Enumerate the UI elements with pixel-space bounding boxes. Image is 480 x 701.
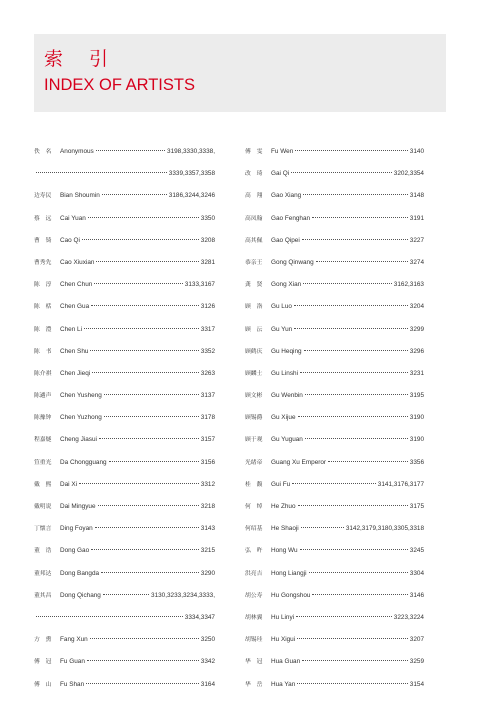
dot-leader — [300, 549, 408, 550]
dot-leader — [305, 394, 408, 395]
index-entry — [245, 168, 424, 190]
artist-name-chinese: 陈介祺 — [34, 370, 52, 377]
page-numbers: 3304 — [409, 569, 424, 577]
dot-leader — [103, 594, 149, 595]
page-numbers: 3157 — [200, 436, 215, 444]
page-numbers: 3208 — [200, 236, 215, 244]
index-entry — [245, 501, 424, 523]
index-title-english: INDEX OF ARTISTS — [44, 76, 195, 94]
page-numbers: 3215 — [200, 547, 215, 555]
artist-name-chinese: 华 岳 — [245, 681, 263, 688]
artist-name-english: Chen Yusheng — [60, 392, 102, 400]
index-entry — [34, 679, 215, 701]
page-numbers: 3231 — [409, 369, 424, 377]
dot-leader — [328, 461, 408, 462]
index-entry — [34, 656, 215, 678]
index-entry — [34, 568, 215, 590]
index-entry — [245, 235, 424, 257]
artist-name-english: Chen Chun — [60, 281, 93, 289]
artist-name-english: Da Chongguang — [60, 458, 107, 466]
artist-name-chinese: 高其佩 — [245, 237, 263, 244]
artist-name-chinese: 陈 淳 — [34, 282, 52, 289]
page-numbers: 3245 — [409, 547, 424, 555]
page-numbers: 3143 — [200, 525, 215, 533]
dot-leader — [86, 683, 199, 684]
artist-name-english: Gao Fenghan — [271, 214, 311, 222]
artist-name-chinese: 戴 熙 — [34, 481, 52, 488]
dot-leader — [294, 305, 408, 306]
page-numbers: 3290 — [200, 569, 215, 577]
artist-name-english: Gai Qi — [271, 170, 290, 178]
page-numbers: 3350 — [200, 214, 215, 222]
artist-name-chinese: 洪亮吉 — [245, 570, 263, 577]
artist-name-chinese: 顾文彬 — [245, 393, 263, 400]
index-entry — [245, 434, 424, 456]
index-entry — [34, 324, 215, 346]
dot-leader — [82, 239, 199, 240]
index-entry — [34, 634, 215, 656]
artist-name-chinese: 桂 馥 — [245, 481, 263, 488]
page-numbers: 3339,3357,3358 — [168, 170, 215, 178]
dot-leader — [92, 372, 199, 373]
artist-name-english: Fang Xun — [60, 636, 88, 644]
artist-name-english: Dai Mingyue — [60, 503, 96, 510]
artist-name-chinese: 顾 沄 — [245, 326, 263, 333]
page-numbers: 3130,3233,3234,3333, — [151, 591, 215, 599]
artist-name-chinese: 董其昌 — [34, 592, 52, 599]
page-numbers: 3156 — [200, 458, 215, 466]
artist-name-english: Bian Shoumin — [60, 192, 100, 200]
page-numbers: 3146 — [409, 591, 424, 599]
index-entry — [245, 390, 424, 412]
page-numbers: 3148 — [409, 192, 424, 200]
artist-name-chinese: 龚 贤 — [245, 282, 263, 289]
artist-name-english: Gu Linshi — [271, 369, 298, 377]
artist-name-chinese: 佚 名 — [34, 149, 52, 155]
artist-name-chinese: 胡公寿 — [245, 592, 263, 599]
dot-leader — [87, 660, 199, 661]
artist-name-english: Anonymous — [60, 148, 94, 155]
artist-name-chinese: 陈 澧 — [34, 326, 52, 333]
artist-name-english: Gong Xian — [271, 281, 302, 289]
page-numbers: 3137 — [200, 392, 215, 400]
index-entry — [245, 545, 424, 567]
page-numbers: 3223,3224 — [393, 613, 424, 621]
index-entry — [34, 257, 215, 279]
index-entry — [245, 634, 424, 656]
dot-leader — [99, 438, 199, 439]
page-numbers: 3312 — [200, 480, 215, 488]
page-numbers: 3178 — [200, 414, 215, 422]
page-numbers: 3334,3347 — [184, 613, 215, 621]
index-entry — [34, 346, 215, 368]
page-numbers: 3190 — [409, 436, 424, 444]
page-numbers: 3259 — [409, 658, 424, 666]
dot-leader — [90, 350, 198, 351]
artist-name-chinese: 戴明说 — [34, 504, 52, 510]
index-entry — [34, 434, 215, 456]
artist-name-chinese: 弘 旿 — [245, 548, 263, 555]
page-numbers: 3133,3167 — [184, 281, 215, 289]
artist-name-chinese: 陈豫钟 — [34, 415, 52, 422]
dot-leader — [291, 172, 392, 173]
index-title-chinese: 索 引 — [44, 48, 119, 70]
index-entry — [245, 279, 424, 301]
dot-leader — [79, 483, 199, 484]
artist-name-chinese: 傅 山 — [34, 681, 52, 688]
dot-leader — [102, 194, 167, 195]
index-column-left — [34, 146, 215, 701]
artist-name-english: He Zhuo — [271, 503, 296, 510]
page-numbers: 3164 — [200, 680, 215, 688]
artist-name-chinese: 顾于观 — [245, 437, 263, 444]
index-entry — [245, 301, 424, 323]
index-entry — [245, 479, 424, 501]
artist-name-chinese: 高凤翰 — [245, 215, 263, 222]
artist-name-english: Chen Yuzhong — [60, 414, 102, 422]
artist-name-chinese: 顾麟士 — [245, 370, 263, 377]
dot-leader — [303, 194, 408, 195]
artist-name-english: Fu Guan — [60, 658, 85, 666]
artist-name-english: Hu Gongshou — [271, 591, 311, 599]
index-entry — [34, 545, 215, 567]
dot-leader — [305, 438, 408, 439]
dot-leader — [298, 416, 408, 417]
dot-leader — [316, 261, 408, 262]
page-numbers: 3296 — [409, 347, 424, 355]
dot-leader — [312, 217, 408, 218]
artist-name-english: Chen Li — [60, 325, 83, 333]
artist-name-english: Fu Wen — [271, 148, 294, 155]
page-numbers: 3227 — [409, 236, 424, 244]
dot-leader — [302, 660, 408, 661]
index-entry — [34, 457, 215, 479]
artist-name-chinese: 蔡 远 — [34, 215, 52, 222]
artist-name-chinese: 董 诰 — [34, 548, 52, 555]
artist-name-english: Cao Qi — [60, 236, 80, 244]
artist-name-english: He Shaoji — [271, 525, 299, 533]
dot-leader — [109, 461, 199, 462]
page-numbers: 3198,3330,3338, — [167, 148, 215, 155]
index-entry — [245, 190, 424, 212]
page-numbers: 3356 — [409, 458, 424, 466]
index-header — [34, 34, 446, 112]
page-numbers: 3175 — [409, 503, 424, 510]
dot-leader — [298, 505, 408, 506]
artist-name-english: Gu Wenbin — [271, 392, 303, 400]
page-numbers: 3281 — [200, 258, 215, 266]
artist-name-chinese: 高 翔 — [245, 193, 263, 200]
index-entry — [245, 590, 424, 612]
artist-name-chinese: 丁懐言 — [34, 526, 52, 533]
dot-leader — [101, 572, 199, 573]
artist-name-english: Dong Bangda — [60, 569, 100, 577]
page-numbers: 3191 — [409, 214, 424, 222]
artist-name-chinese: 方 熏 — [34, 637, 52, 644]
artist-name-chinese: 董邦达 — [34, 570, 52, 577]
page-numbers: 3218 — [200, 503, 215, 510]
page-numbers: 3142,3179,3180,3305,3318 — [345, 525, 424, 533]
artist-name-english: Hu Linyi — [271, 613, 295, 621]
dot-leader — [292, 483, 376, 484]
artist-name-english: Hu Xigui — [271, 636, 296, 644]
artist-name-english: Cao Xiuxian — [60, 258, 95, 266]
artist-name-chinese: 何 绰 — [245, 504, 263, 510]
artist-name-english: Hong Wu — [271, 547, 298, 555]
artist-name-english: Gu Yun — [271, 325, 293, 333]
index-entry — [34, 479, 215, 501]
artist-name-chinese: 顾 洛 — [245, 304, 263, 311]
artist-name-chinese: 恭亲王 — [245, 259, 263, 266]
artist-name-chinese: 顾锡爵 — [245, 415, 263, 422]
page-numbers: 3195 — [409, 392, 424, 400]
index-entry — [245, 523, 424, 545]
page-numbers: 3342 — [200, 658, 215, 666]
index-entry — [34, 235, 215, 257]
page-numbers: 3202,3354 — [393, 170, 424, 178]
dot-leader — [104, 416, 199, 417]
index-entry — [245, 412, 424, 434]
index-entry — [34, 523, 215, 545]
dot-leader — [312, 594, 407, 595]
page-numbers: 3207 — [409, 636, 424, 644]
artist-name-english: Ding Foyan — [60, 525, 93, 533]
dot-leader — [294, 328, 408, 329]
artist-name-chinese: 华 冠 — [245, 659, 263, 666]
dot-leader — [301, 527, 344, 528]
artist-name-chinese: 傅 冠 — [34, 659, 52, 666]
index-entry — [245, 368, 424, 390]
artist-name-english: Gong Qinwang — [271, 258, 314, 266]
dot-leader — [302, 239, 408, 240]
page-numbers: 3250 — [200, 636, 215, 644]
dot-leader — [94, 283, 182, 284]
artist-name-english: Gui Fu — [271, 480, 291, 488]
dot-leader — [91, 549, 199, 550]
artist-name-english: Chen Gua — [60, 303, 90, 311]
artist-name-chinese: 曹 锜 — [34, 237, 52, 244]
artist-name-chinese: 何绍基 — [245, 526, 263, 533]
index-entry — [245, 612, 424, 634]
page-numbers: 3140 — [409, 148, 424, 155]
index-column-right — [245, 146, 424, 701]
artist-name-english: Dong Qichang — [60, 591, 101, 599]
page-numbers: 3263 — [200, 369, 215, 377]
index-entry — [245, 568, 424, 590]
artist-name-chinese: 陈遹声 — [34, 393, 52, 400]
dot-leader — [36, 172, 167, 173]
artist-name-chinese: 傅 雯 — [245, 149, 263, 155]
artist-name-english: Fu Shan — [60, 680, 85, 688]
dot-leader — [90, 638, 199, 639]
dot-leader — [304, 350, 408, 351]
index-entry — [34, 146, 215, 168]
artist-name-english: Gao Xiang — [271, 192, 302, 200]
index-entry — [245, 146, 424, 168]
page-numbers: 3141,3176,3177 — [377, 480, 424, 488]
artist-name-english: Dong Gao — [60, 547, 90, 555]
page-numbers: 3186,3244,3246 — [168, 192, 215, 200]
artist-name-chinese: 陈 栝 — [34, 304, 52, 311]
page-numbers: 3154 — [409, 680, 424, 688]
artist-name-english: Gu Luo — [271, 303, 292, 311]
index-entry — [245, 346, 424, 368]
index-entry — [34, 390, 215, 412]
index-entry — [245, 213, 424, 235]
index-entry — [34, 412, 215, 434]
page-numbers: 3352 — [200, 347, 215, 355]
index-entry-continuation — [34, 168, 215, 190]
artist-name-english: Gao Qipei — [271, 236, 300, 244]
artist-name-english: Dai Xi — [60, 480, 78, 488]
artist-name-chinese: 笪重光 — [34, 459, 52, 466]
index-entry — [34, 368, 215, 390]
dot-leader — [88, 217, 199, 218]
page-numbers: 3204 — [409, 303, 424, 311]
index-entry — [245, 656, 424, 678]
dot-leader — [104, 394, 199, 395]
index-entry — [34, 590, 215, 612]
index-entry — [34, 279, 215, 301]
page-numbers: 3299 — [409, 325, 424, 333]
artist-name-english: Chen Shu — [60, 347, 89, 355]
dot-leader — [300, 372, 408, 373]
dot-leader — [297, 638, 408, 639]
artist-name-english: Hua Guan — [271, 658, 301, 666]
dot-leader — [95, 527, 199, 528]
index-entry — [245, 324, 424, 346]
artist-name-english: Cai Yuan — [60, 214, 86, 222]
artist-name-chinese: 顾鹤庆 — [245, 348, 263, 355]
artist-name-english: Gu Heqing — [271, 347, 302, 355]
artist-name-english: Chen Jieqi — [60, 369, 91, 377]
artist-name-english: Guang Xu Emperor — [271, 458, 327, 466]
artist-name-english: Gu Yuguan — [271, 436, 303, 444]
index-entry — [34, 501, 215, 523]
dot-leader — [303, 283, 392, 284]
artist-name-chinese: 陈 书 — [34, 348, 52, 355]
page-numbers: 3317 — [200, 325, 215, 333]
page-numbers: 3190 — [409, 414, 424, 422]
index-entry — [34, 213, 215, 235]
artist-name-chinese: 边寿民 — [34, 193, 52, 200]
dot-leader — [96, 261, 198, 262]
artist-name-english: Hong Liangji — [271, 569, 307, 577]
artist-name-chinese: 程嘉燧 — [34, 437, 52, 444]
dot-leader — [309, 572, 408, 573]
page-numbers: 3274 — [409, 258, 424, 266]
page-numbers: 3162,3163 — [393, 281, 424, 289]
artist-name-chinese: 改 琦 — [245, 171, 263, 178]
dot-leader — [91, 305, 199, 306]
artist-name-english: Hua Yan — [271, 680, 296, 688]
artist-name-chinese: 光绪帝 — [245, 459, 263, 466]
dot-leader — [297, 683, 408, 684]
artist-name-chinese: 曹秀先 — [34, 259, 52, 266]
page-numbers: 3126 — [200, 303, 215, 311]
artist-name-chinese: 胡锡珪 — [245, 637, 263, 644]
artist-name-english: Gu Xijue — [271, 414, 296, 422]
index-entry — [245, 457, 424, 479]
index-entry-continuation — [34, 612, 215, 634]
index-entry — [34, 301, 215, 323]
dot-leader — [96, 150, 165, 151]
artist-name-chinese: 胡林翼 — [245, 614, 263, 621]
index-entry — [34, 190, 215, 212]
artist-name-english: Cheng Jiasui — [60, 436, 97, 444]
dot-leader — [295, 150, 408, 151]
dot-leader — [98, 505, 199, 506]
dot-leader — [84, 328, 199, 329]
index-entry — [245, 679, 424, 701]
index-entry — [245, 257, 424, 279]
